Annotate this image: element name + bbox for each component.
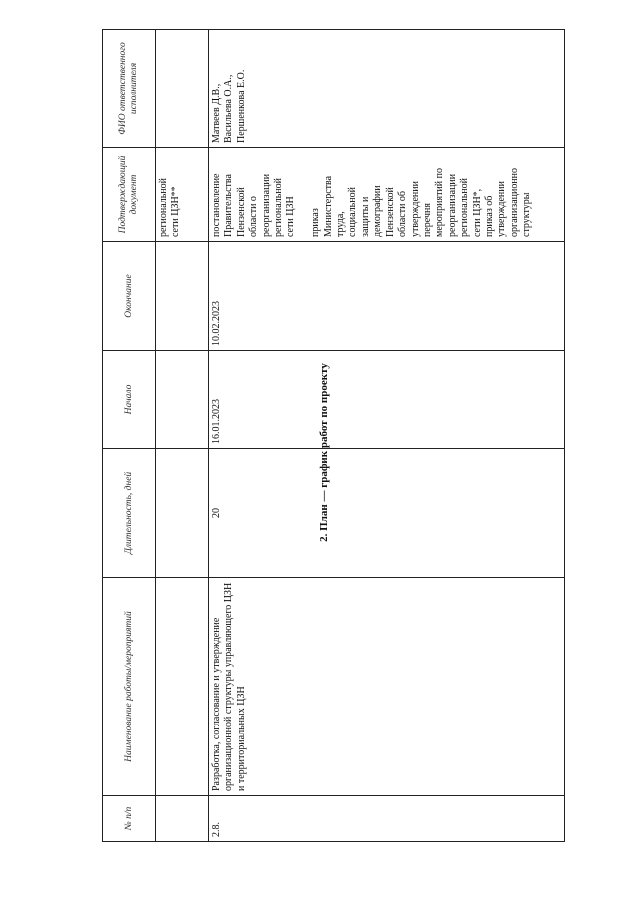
- header-end: Окончание: [103, 242, 156, 351]
- cell-end: [156, 242, 209, 351]
- cell-start: [156, 351, 209, 449]
- cell-name: [156, 578, 209, 796]
- cell-duration: [156, 449, 209, 578]
- header-duration: Длительность, дней: [103, 449, 156, 578]
- cell-doc: постановление Правительства Пензенской области о реорганизации региональной сети ЦЗН приказ Министерства труда, социальной защиты и демографии Пензенской области об утверждении перечня мероприятий по реорганизации региональной сети ЦЗН*, приказ об утверждении организационно структуры: [209, 148, 565, 242]
- cell-num: 2.8.: [209, 796, 565, 842]
- header-doc: Подтверждающий документ: [103, 148, 156, 242]
- header-name: Наименование работы/мероприятий: [103, 578, 156, 796]
- header-num: № п/п: [103, 796, 156, 842]
- cell-start: 16.01.2023: [209, 351, 565, 449]
- section-title: 2. План — график работ по проекту: [318, 363, 330, 542]
- header-start: Начало: [103, 351, 156, 449]
- cell-person: Матвеев Д.В., Васильева О.А., Першенкова Е.О.: [209, 30, 565, 148]
- table-row: [156, 30, 209, 842]
- cell-doc: региональной сети ЦЗН**: [156, 148, 209, 242]
- cell-person: [156, 30, 209, 148]
- header-person: ФИО ответственного исполнителя: [103, 30, 156, 148]
- cell-num: [156, 796, 209, 842]
- header-row: [103, 30, 156, 842]
- cell-duration: 20: [209, 449, 565, 578]
- cell-name: Разработка, согласование и утверждение организационной структуры управляющего ЦЗН и территориальных ЦЗН: [209, 578, 565, 796]
- table-row: [209, 30, 565, 842]
- cell-end: 10.02.2023: [209, 242, 565, 351]
- project-schedule-table: [102, 29, 565, 842]
